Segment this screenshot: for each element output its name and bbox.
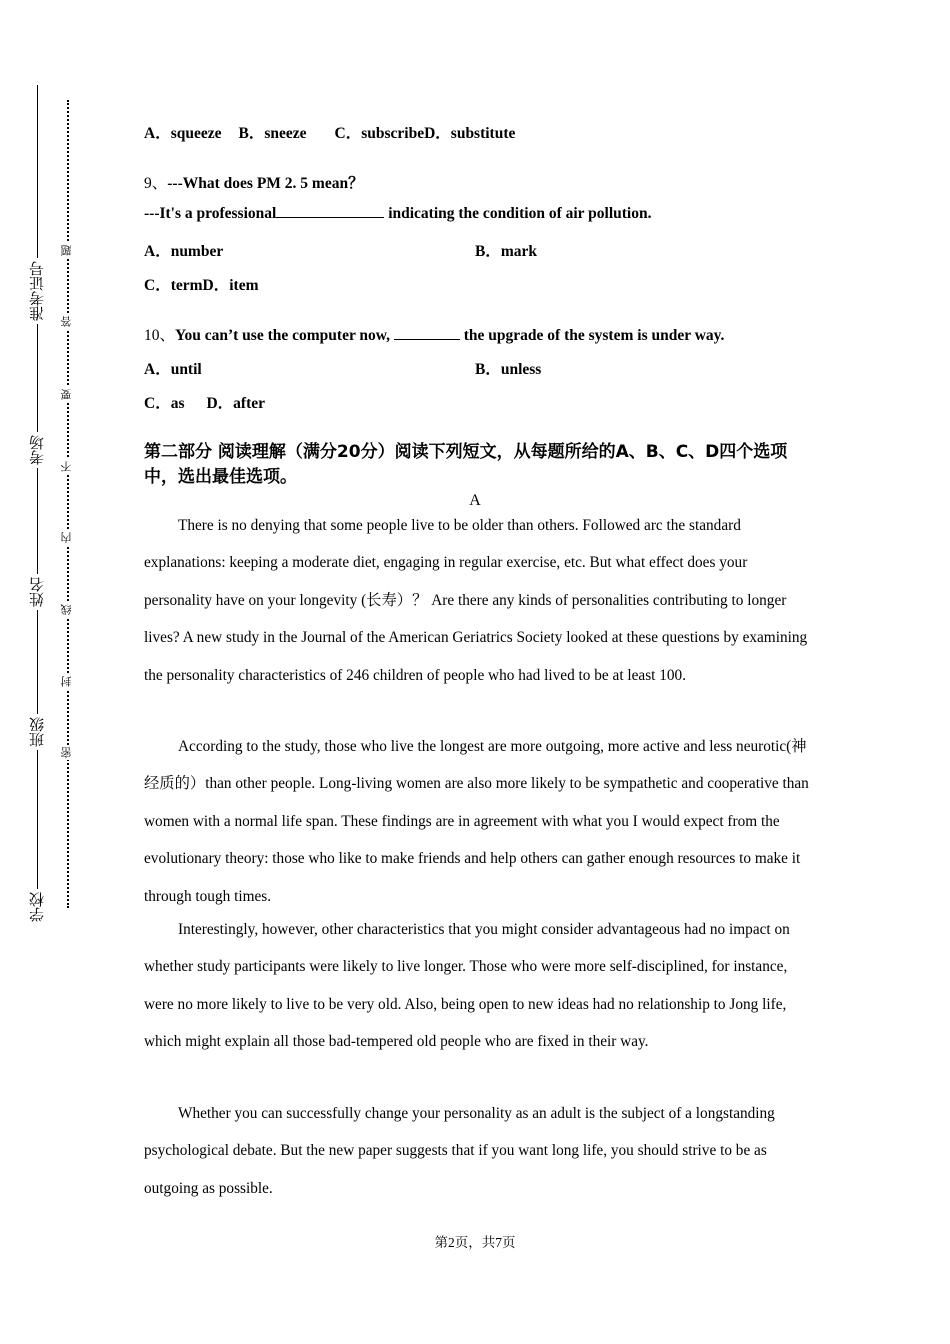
- passage-paragraph-1: There is no denying that some people live to be older than others. Followed arc the standard explanations: keeping a moderate diet, engaging in regular exercise, etc. But what effect does your personality have on your longevity (长寿）？ Are there any kinds of personalities contributing to longer lives? A new study in the Journal of the American Geriatrics Society looked at these questions by examining the personality characteristics of 246 children of people who had lived to be at least 100.: [144, 517, 808, 684]
- q10-option-c: C．as: [144, 395, 185, 412]
- seal-char: 密: [61, 747, 73, 758]
- section-heading: 第二部分 阅读理解（满分20分）阅读下列短文，从每题所给的A、B、C、D四个选项中，选出最佳选项。: [144, 442, 788, 487]
- q9-option-d: D．item: [202, 277, 259, 294]
- q8-option-d: D．substitute: [424, 125, 516, 142]
- passage-paragraph-4: Whether you can successfully change your personality as an adult is the subject of a longstanding psychological debate. But the new paper suggests that if you want long life, you should strive to be as outgoing as possible.: [144, 1105, 775, 1197]
- margin-label-name: 姓名: [31, 574, 46, 610]
- passage-paragraph-3: Interestingly, however, other characteristics that you might consider advantageous had no impact on whether study participants were likely to live longer. Those who were more self-disciplined, for instance, were no more likely to live to be very old. Also, being open to new ideas had no relationship to Jong life, which might explain all those bad-tempered old people who are fixed in their way.: [144, 921, 790, 1051]
- q9-option-b: B．mark: [475, 243, 538, 260]
- margin-label-school: 学校: [31, 889, 46, 925]
- q9-options-cd: [144, 273, 258, 295]
- q10-stem-pre: You can’t use the computer now,: [175, 327, 394, 344]
- passage-paragraph-2: According to the study, those who live the longest are more outgoing, more active and less neurotic(神经质的）than other people. Long-living women are also more likely to be sympathetic and cooperative than women with a normal life span. These findings are in agreement with what you I would expect from the evolutionary theory: those who like to make friends and help others can gather enough resources to make it through tough times.: [144, 738, 809, 905]
- q8-option-b: B．sneeze: [238, 125, 307, 142]
- seal-char: 题: [61, 245, 73, 256]
- margin-label-exam-number: 准考证号: [31, 258, 46, 324]
- q10-stem-post: the upgrade of the system is under way.: [459, 327, 725, 344]
- q9-option-c: C．term: [144, 277, 203, 294]
- q9-number: 9、: [144, 175, 168, 192]
- seal-char: 不: [61, 461, 73, 472]
- margin-label-exam-room: 考场: [31, 432, 46, 468]
- q9-answer-pre: ---It's a professional: [144, 205, 277, 222]
- q10-number: 10、: [144, 327, 176, 344]
- q9-question: [144, 171, 364, 193]
- q8-options: [144, 121, 515, 143]
- passage-label: A: [469, 492, 481, 509]
- q10-option-d: D．after: [206, 395, 266, 412]
- seal-char: 封: [61, 676, 73, 687]
- seal-char: 答: [61, 316, 73, 327]
- q9-blank: [276, 217, 384, 218]
- q9-option-a: A．number: [144, 243, 224, 260]
- q9-answer-post: indicating the condition of air pollution.: [384, 205, 652, 222]
- q10-options-cd: [144, 391, 265, 413]
- q10-question: [144, 323, 724, 345]
- q9-answer-line: [144, 205, 651, 223]
- q8-option-a: A．squeeze: [144, 125, 222, 142]
- q9-question-text: ---What does PM 2. 5 mean？: [167, 175, 364, 192]
- seal-char: 线: [61, 604, 73, 615]
- q10-option-b: B．unless: [475, 361, 542, 378]
- margin-label-class: 班级: [31, 714, 46, 750]
- q10-option-a: A．until: [144, 361, 202, 378]
- seal-char: 要: [61, 389, 73, 400]
- q8-option-c: C．subscribe: [334, 125, 425, 142]
- seal-char: 内: [61, 532, 73, 543]
- page-footer: 第2页，共7页: [434, 1235, 516, 1250]
- q10-blank: [394, 339, 460, 340]
